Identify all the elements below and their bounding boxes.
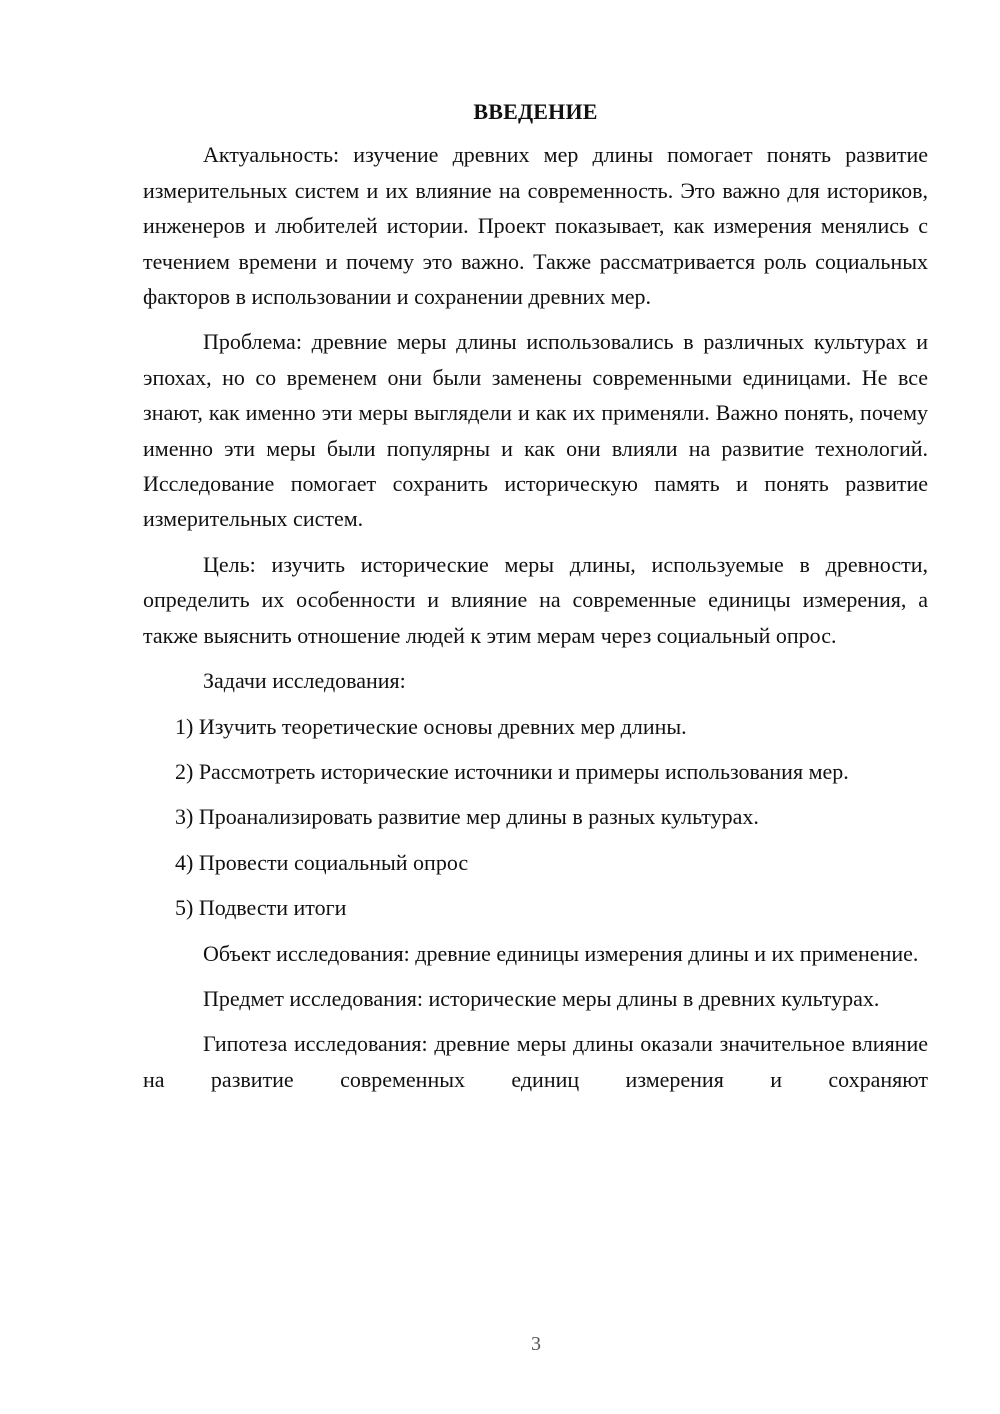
relevance-paragraph: Актуальность: изучение древних мер длины помогает понять развитие измерительных систем и их влияние на современность. Это важно для историков, инженеров и любителей истории. Проект показывает, как измерения менялись с течением времени и почему это важно. Также рассматривается роль социальных факторов в использовании и сохранении древних мер.	[143, 142, 928, 310]
goal-paragraph: Цель: изучить исторические меры длины, используемые в древности, определить их особенности и влияние на современные единицы измерения, а также выяснить отношение людей к этим мерам через социальный опрос.	[143, 551, 928, 648]
task-item-2: 2) Рассмотреть исторические источники и примеры использования мер.	[175, 758, 849, 784]
subject-paragraph: Предмет исследования: исторические меры длины в древних культурах.	[203, 985, 880, 1011]
tasks-heading: Задачи исследования:	[203, 668, 406, 694]
task-item-3: 3) Проанализировать развитие мер длины в разных культурах.	[175, 804, 759, 830]
page-content	[143, 94, 928, 1097]
task-item-1: 1) Изучить теоретические основы древних мер длины.	[175, 713, 687, 739]
problem-paragraph: Проблема: древние меры длины использовались в различных культурах и эпохах, но со временем они были заменены современными единицами. Не все знают, как именно эти меры выглядели и как их применяли. Важно понять, почему именно эти меры были популярны и как они влияли на развитие технологий. Исследование помогает сохранить историческую память и понять развитие измерительных систем.	[143, 329, 928, 532]
section-heading: ВВЕДЕНИЕ	[473, 99, 598, 124]
page-number: 3	[531, 1333, 541, 1355]
task-item-5: 5) Подвести итоги	[175, 895, 347, 921]
hypothesis-paragraph: Гипотеза исследования: древние меры длины оказали значительное влияние на развитие современных единиц измерения и сохраняют	[143, 1031, 928, 1092]
task-item-4: 4) Провести социальный опрос	[175, 849, 469, 875]
object-paragraph: Объект исследования: древние единицы измерения длины и их применение.	[203, 940, 919, 966]
